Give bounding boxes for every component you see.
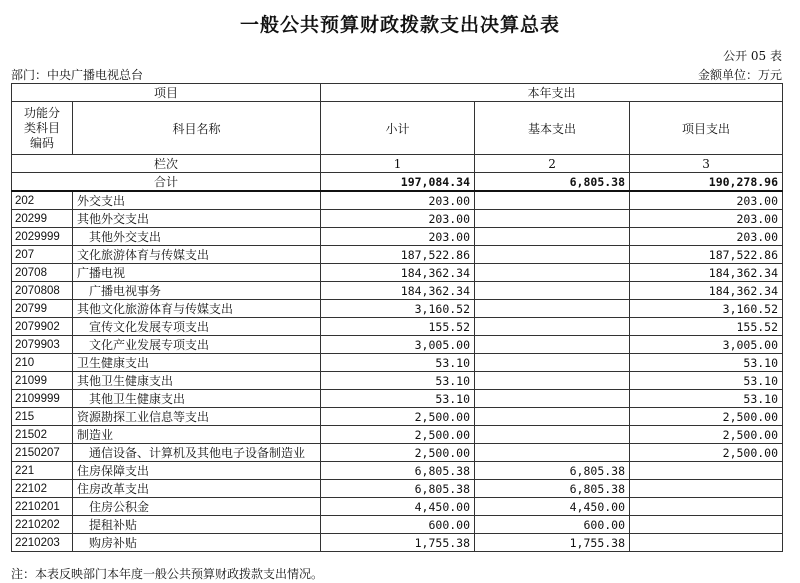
table-row: [12, 300, 783, 318]
row-basic: [475, 336, 630, 354]
table-row: [12, 282, 783, 300]
header-current-year: 本年支出: [321, 84, 783, 102]
row-project: 53.10: [630, 390, 783, 408]
row-project: 2,500.00: [630, 426, 783, 444]
row-project: 53.10: [630, 372, 783, 390]
row-code: 202: [12, 191, 73, 210]
table-row: [12, 498, 783, 516]
row-name: 住房保障支出: [73, 462, 321, 480]
row-project: 155.52: [630, 318, 783, 336]
row-name: 文化产业发展专项支出: [73, 336, 321, 354]
table-row: [12, 191, 783, 210]
row-code: 22102: [12, 480, 73, 498]
table-row: [12, 426, 783, 444]
row-basic: [475, 191, 630, 210]
row-name: 其他外交支出: [73, 210, 321, 228]
expenditure-table: [11, 83, 783, 552]
row-name: 文化旅游体育与传媒支出: [73, 246, 321, 264]
table-row: [12, 390, 783, 408]
row-name: 广播电视: [73, 264, 321, 282]
row-name: 其他文化旅游体育与传媒支出: [73, 300, 321, 318]
row-basic: [475, 300, 630, 318]
row-basic: 6,805.38: [475, 480, 630, 498]
table-row: [12, 354, 783, 372]
row-subtotal: 3,160.52: [321, 300, 475, 318]
row-subtotal: 53.10: [321, 390, 475, 408]
row-project: [630, 480, 783, 498]
row-subtotal: 155.52: [321, 318, 475, 336]
row-code: 2150207: [12, 444, 73, 462]
row-project: 203.00: [630, 191, 783, 210]
row-project: 203.00: [630, 228, 783, 246]
table-row: [12, 372, 783, 390]
row-subtotal: 600.00: [321, 516, 475, 534]
row-code: 2079902: [12, 318, 73, 336]
row-project: 187,522.86: [630, 246, 783, 264]
table-row: [12, 210, 783, 228]
row-name: 提租补贴: [73, 516, 321, 534]
table-row: [12, 228, 783, 246]
row-code: 221: [12, 462, 73, 480]
row-name: 外交支出: [73, 191, 321, 210]
row-name: 广播电视事务: [73, 282, 321, 300]
row-code: 2109999: [12, 390, 73, 408]
table-row: [12, 534, 783, 552]
row-subtotal: 2,500.00: [321, 444, 475, 462]
row-basic: 4,450.00: [475, 498, 630, 516]
report-title: 一般公共预算财政拨款支出决算总表: [239, 14, 560, 36]
row-basic: [475, 228, 630, 246]
column-no-3: 3: [630, 155, 783, 173]
table-row: [12, 264, 783, 282]
row-name: 住房改革支出: [73, 480, 321, 498]
column-no-1: 1: [321, 155, 475, 173]
row-project: 184,362.34: [630, 282, 783, 300]
row-code: 2210203: [12, 534, 73, 552]
column-no-label: 栏次: [12, 155, 321, 173]
unit-label: 金额单位：万元: [697, 68, 782, 82]
row-code: 20799: [12, 300, 73, 318]
row-subtotal: 1,755.38: [321, 534, 475, 552]
row-basic: [475, 210, 630, 228]
header-project-exp: 项目支出: [630, 102, 783, 155]
total-project: 190,278.96: [630, 173, 783, 192]
row-subtotal: 203.00: [321, 228, 475, 246]
header-func-code: [12, 102, 73, 155]
row-subtotal: 53.10: [321, 354, 475, 372]
table-row: [12, 246, 783, 264]
row-code: 2079903: [12, 336, 73, 354]
total-subtotal: 197,084.34: [321, 173, 475, 192]
row-subtotal: 3,005.00: [321, 336, 475, 354]
total-basic: 6,805.38: [475, 173, 630, 192]
row-basic: [475, 246, 630, 264]
row-project: 2,500.00: [630, 444, 783, 462]
row-code: 2029999: [12, 228, 73, 246]
row-basic: 6,805.38: [475, 462, 630, 480]
row-subtotal: 203.00: [321, 210, 475, 228]
row-project: 184,362.34: [630, 264, 783, 282]
row-project: 3,160.52: [630, 300, 783, 318]
row-name: 购房补贴: [73, 534, 321, 552]
row-project: 203.00: [630, 210, 783, 228]
table-row: [12, 444, 783, 462]
row-code: 215: [12, 408, 73, 426]
table-row: [12, 408, 783, 426]
row-project: [630, 516, 783, 534]
row-code: 2070808: [12, 282, 73, 300]
row-code: 2210202: [12, 516, 73, 534]
header-func-code-text: 功能分类科目编码: [23, 105, 60, 150]
form-number: 公开 05 表: [723, 49, 782, 63]
row-project: 53.10: [630, 354, 783, 372]
row-subtotal: 2,500.00: [321, 426, 475, 444]
row-code: 21502: [12, 426, 73, 444]
row-name: 住房公积金: [73, 498, 321, 516]
row-subtotal: 6,805.38: [321, 462, 475, 480]
row-code: 21099: [12, 372, 73, 390]
row-code: 20708: [12, 264, 73, 282]
row-basic: [475, 282, 630, 300]
row-subtotal: 53.10: [321, 372, 475, 390]
row-project: 2,500.00: [630, 408, 783, 426]
row-basic: [475, 444, 630, 462]
row-subtotal: 2,500.00: [321, 408, 475, 426]
table-row: [12, 462, 783, 480]
header-subtotal: 小计: [321, 102, 475, 155]
header-project: 项目: [12, 84, 321, 102]
row-basic: [475, 372, 630, 390]
header-subject-name: 科目名称: [73, 102, 321, 155]
row-project: [630, 462, 783, 480]
row-basic: [475, 354, 630, 372]
row-project: [630, 498, 783, 516]
row-subtotal: 184,362.34: [321, 264, 475, 282]
row-name: 资源勘探工业信息等支出: [73, 408, 321, 426]
row-subtotal: 184,362.34: [321, 282, 475, 300]
row-project: [630, 534, 783, 552]
table-row: [12, 480, 783, 498]
row-subtotal: 203.00: [321, 191, 475, 210]
row-basic: [475, 264, 630, 282]
row-basic: [475, 426, 630, 444]
row-subtotal: 187,522.86: [321, 246, 475, 264]
table-row: [12, 336, 783, 354]
row-basic: [475, 390, 630, 408]
row-name: 其他卫生健康支出: [73, 390, 321, 408]
row-subtotal: 4,450.00: [321, 498, 475, 516]
row-basic: [475, 318, 630, 336]
row-code: 2210201: [12, 498, 73, 516]
row-subtotal: 6,805.38: [321, 480, 475, 498]
row-name: 其他卫生健康支出: [73, 372, 321, 390]
row-basic: 600.00: [475, 516, 630, 534]
row-code: 20299: [12, 210, 73, 228]
row-basic: [475, 408, 630, 426]
header-basic: 基本支出: [475, 102, 630, 155]
row-name: 其他外交支出: [73, 228, 321, 246]
department-label: 部门：中央广播电视总台: [11, 68, 144, 82]
total-label: 合计: [12, 173, 321, 192]
row-basic: 1,755.38: [475, 534, 630, 552]
table-row: [12, 516, 783, 534]
table-row: [12, 318, 783, 336]
row-name: 制造业: [73, 426, 321, 444]
row-name: 通信设备、计算机及其他电子设备制造业: [73, 444, 321, 462]
footnote: 注：本表反映部门本年度一般公共预算财政拨款支出情况。: [11, 567, 324, 581]
row-code: 210: [12, 354, 73, 372]
row-name: 卫生健康支出: [73, 354, 321, 372]
row-project: 3,005.00: [630, 336, 783, 354]
row-code: 207: [12, 246, 73, 264]
row-name: 宣传文化发展专项支出: [73, 318, 321, 336]
column-no-2: 2: [475, 155, 630, 173]
